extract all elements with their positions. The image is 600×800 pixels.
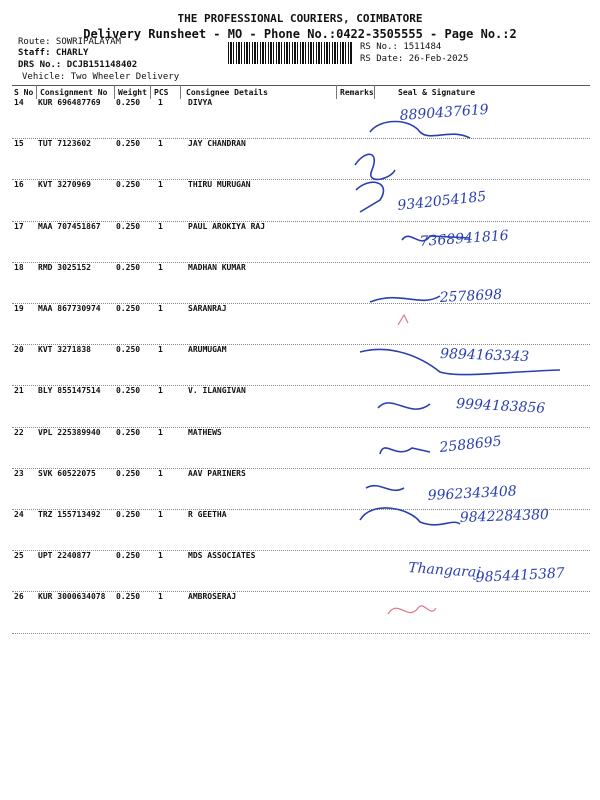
row-consignee: ARUMUGAM — [188, 345, 227, 355]
runsheet-title: Delivery Runsheet - MO - Phone No.:0422-3505555 - Page No.:2 — [83, 27, 517, 41]
signature-stroke — [360, 508, 460, 525]
row-consignment-number: RMD 3025152 — [38, 262, 91, 272]
row-pcs: 1 — [158, 427, 163, 437]
column-header-seal: Seal & Signature — [398, 88, 476, 97]
staff-label: Staff: CHARLY — [18, 48, 89, 58]
company-title: THE PROFESSIONAL COURIERS, COIMBATORE — [177, 12, 423, 25]
handwritten-signature-text: 9962343408 — [427, 483, 518, 504]
row-consignee: AMBROSERAJ — [188, 592, 237, 602]
row-consignment-number: KUR 696487769 — [38, 98, 101, 107]
handwritten-signature-text: 9342054185 — [396, 188, 488, 214]
row-weight: 0.250 — [116, 468, 141, 478]
row-consignee: V. ILANGIVAN — [188, 386, 246, 396]
row-sno: 15 — [14, 139, 24, 149]
row-consignee: MATHEWS — [188, 427, 222, 437]
signature-stroke — [370, 296, 440, 302]
row-sno: 19 — [14, 304, 24, 313]
column-header-remarks: Remarks — [340, 88, 374, 97]
row-pcs: 1 — [158, 592, 163, 602]
row-sno: 21 — [14, 386, 24, 396]
row-weight: 0.250 — [116, 180, 141, 190]
route-label: Route: SOWRIPALAYAM — [18, 37, 121, 47]
row-sno: 18 — [14, 262, 24, 272]
row-pcs: 1 — [158, 386, 163, 396]
row-consignee: MADHAN KUMAR — [188, 262, 246, 272]
row-consignment-number: KUR 3000634078 — [38, 592, 106, 602]
row-weight: 0.250 — [116, 139, 141, 149]
row-consignment-number: TUT 7123602 — [38, 139, 91, 149]
handwritten-signature-text: Thangaraj — [407, 560, 482, 582]
row-sno: 20 — [14, 345, 24, 355]
stamp-mark — [398, 315, 408, 325]
handwritten-signature-text: 2578698 — [439, 286, 503, 306]
row-sno: 26 — [14, 592, 24, 602]
row-consignment-number: UPT 2240877 — [38, 551, 91, 561]
row-consignment-number: SVK 60522075 — [38, 468, 96, 478]
vehicle-label: Vehicle: Two Wheeler Delivery — [22, 72, 180, 82]
handwritten-signature-text: 8890437619 — [399, 101, 490, 124]
rs-date: RS Date: 26-Feb-2025 — [360, 54, 469, 64]
column-header-consignee: Consignee Details — [186, 88, 268, 97]
row-consignment-number: BLY 855147514 — [38, 386, 101, 396]
row-consignee: R GEETHA — [188, 510, 227, 519]
row-consignment-number: TRZ 155713492 — [38, 510, 101, 519]
row-consignment-number: VPL 225389940 — [38, 427, 101, 437]
row-weight: 0.250 — [116, 592, 141, 602]
rs-number: RS No.: 1511484 — [360, 42, 442, 52]
row-sno: 23 — [14, 468, 24, 478]
row-weight: 0.250 — [116, 98, 141, 107]
column-header-sno: S No — [14, 88, 34, 97]
row-consignee: JAY CHANDRAN — [188, 139, 246, 149]
drs-label: DRS No.: DCJB151148402 — [18, 60, 138, 70]
signature-stroke — [370, 122, 470, 139]
signature-stroke — [355, 154, 395, 179]
row-weight: 0.250 — [116, 427, 141, 437]
row-pcs: 1 — [158, 221, 163, 231]
row-sno: 17 — [14, 221, 24, 231]
row-sno: 25 — [14, 551, 24, 561]
row-sno: 22 — [14, 427, 24, 437]
row-consignee: MDS ASSOCIATES — [188, 551, 256, 561]
row-sno: 16 — [14, 180, 24, 190]
row-consignee: DIVYA — [188, 98, 213, 107]
column-header-pcs: PCS — [154, 88, 169, 97]
row-pcs: 1 — [158, 180, 163, 190]
handwritten-signature-text: 9994183856 — [455, 396, 546, 417]
handwritten-signature-text: 7368941816 — [419, 227, 510, 250]
row-sno: 24 — [14, 510, 24, 519]
row-consignee: PAUL AROKIYA RAJ — [188, 221, 266, 231]
signature-stroke — [356, 182, 383, 212]
row-consignee: THIRU MURUGAN — [188, 180, 251, 190]
signature-stroke — [378, 403, 430, 409]
row-weight: 0.250 — [116, 551, 141, 561]
column-header-consignment: Consignment No — [40, 88, 108, 97]
row-sno: 14 — [14, 98, 24, 107]
row-pcs: 1 — [158, 345, 163, 355]
row-consignment-number: KVT 3270969 — [38, 180, 91, 190]
row-pcs: 1 — [158, 510, 163, 519]
row-consignee: AAV PARINERS — [188, 468, 246, 478]
row-pcs: 1 — [158, 468, 163, 478]
row-pcs: 1 — [158, 139, 163, 149]
row-consignment-number: MAA 867730974 — [38, 304, 101, 313]
row-weight: 0.250 — [116, 221, 141, 231]
signature-stroke — [380, 448, 430, 454]
handwritten-signature-text: 9894163343 — [439, 346, 530, 366]
row-consignment-number: MAA 707451867 — [38, 221, 101, 231]
column-header-weight: Weight — [118, 88, 147, 97]
row-pcs: 1 — [158, 262, 163, 272]
row-pcs: 1 — [158, 98, 163, 107]
row-weight: 0.250 — [116, 510, 141, 519]
handwritten-signature-text: 9842284380 — [459, 506, 550, 526]
handwritten-signature-text: 2588695 — [438, 433, 503, 456]
stamp-mark — [388, 606, 436, 614]
row-pcs: 1 — [158, 304, 163, 313]
signature-stroke — [366, 486, 404, 491]
row-weight: 0.250 — [116, 262, 141, 272]
row-pcs: 1 — [158, 551, 163, 561]
row-consignee: SARANRAJ — [188, 304, 227, 313]
handwritten-signature-text: 9854415387 — [475, 565, 566, 586]
row-weight: 0.250 — [116, 345, 141, 355]
row-weight: 0.250 — [116, 386, 141, 396]
row-weight: 0.250 — [116, 304, 141, 313]
row-consignment-number: KVT 3271838 — [38, 345, 91, 355]
